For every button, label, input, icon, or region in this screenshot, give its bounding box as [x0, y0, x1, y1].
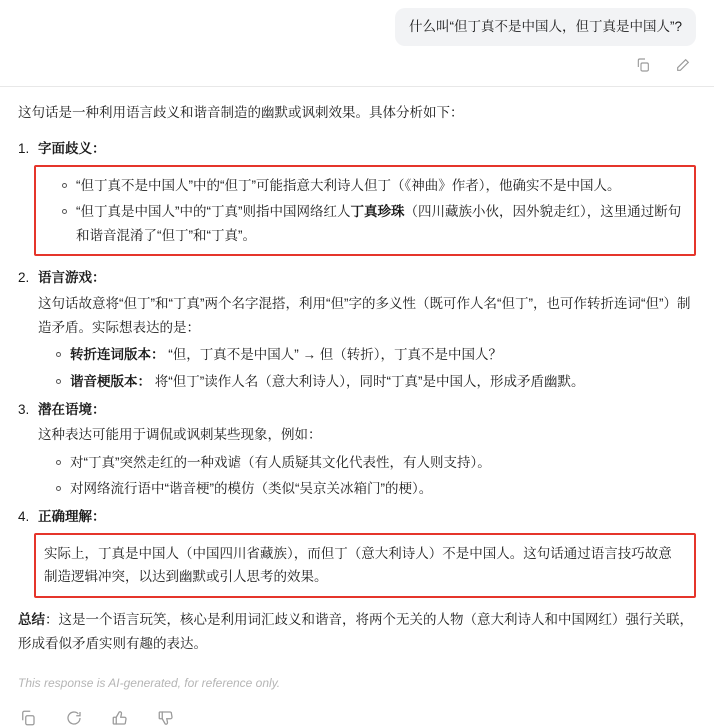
user-message-actions: [18, 46, 696, 74]
user-message-row: [18, 0, 696, 46]
bullet-text: “但，丁真不是中国人” → 但（转折），丁真不是中国人？: [164, 347, 502, 363]
section-title: 潜在语境：: [38, 401, 106, 417]
section-title: 字面歧义：: [38, 140, 106, 156]
bullet-bold: 转折连词版本：: [70, 347, 165, 363]
bullet-text-tail: （四川藏族小伙，因外貌走红），这里通过断句和谐音混淆了“但丁”和“丁真”。: [76, 204, 682, 243]
bullet-text: 对网络流行语中“谐音梗”的模仿（类似“吴京关冰箱门”的梗）。: [70, 481, 433, 497]
answer-section-list: [18, 137, 696, 598]
summary-text: ：这是一个语言玩笑，核心是利用词汇歧义和谐音，将两个无关的人物（意大利诗人和中国网红）强行关联，形成看似矛盾实则有趣的表达。: [18, 611, 693, 651]
bullet-bold: 丁真珍珠: [350, 204, 405, 220]
answer-intro: 这句话是一种利用语言歧义和谐音制造的幽默或讽刺效果。具体分析如下：: [18, 105, 464, 121]
answer-section: [18, 266, 696, 393]
copy-icon[interactable]: [18, 708, 38, 728]
section-title: 正确理解：: [38, 509, 106, 524]
list-item: [60, 174, 684, 198]
thumbs-down-icon[interactable]: [156, 708, 176, 728]
list-item: [60, 200, 684, 247]
section-body: 这种表达可能用于调侃或讽刺某些现象，例如：: [38, 427, 322, 443]
bullet-bold: 谐音梗版本：: [70, 373, 151, 389]
assistant-message-actions: [18, 708, 696, 728]
bullet-text: “但丁真是中国人”中的“丁真”则指中国网络红人: [76, 204, 351, 220]
section-bullets: [38, 451, 696, 501]
edit-icon[interactable]: [674, 56, 692, 74]
answer-summary: [18, 608, 696, 655]
section-title: 语言游戏：: [38, 270, 106, 286]
assistant-answer: [18, 87, 696, 728]
answer-section: [18, 398, 696, 502]
thumbs-up-icon[interactable]: [110, 708, 130, 728]
section-bullets: [38, 343, 696, 393]
bullet-text: “但丁真不是中国人”中的“但丁”可能指意大利诗人但丁（《神曲》作者），他确实不是中国人。: [76, 177, 621, 193]
section-bullets: [44, 174, 684, 248]
copy-icon[interactable]: [634, 56, 652, 74]
list-item: [54, 370, 696, 394]
bullet-text: 对“丁真”突然走红的一种戏谑（有人质疑其文化代表性，有人则支持）。: [70, 454, 491, 470]
list-item: [54, 477, 696, 501]
highlight-box-1: [34, 165, 696, 257]
list-item: [54, 451, 696, 475]
ai-generated-note: This response is AI-generated, for reference only.: [18, 676, 281, 691]
highlight-box-2: [34, 533, 696, 598]
answer-section: [18, 137, 696, 257]
summary-label: 总结: [18, 611, 45, 627]
bullet-text: 将“但丁”读作人名（意大利诗人），同时“丁真”是中国人，形成矛盾幽默。: [151, 373, 585, 389]
section-body: 这句话故意将“但丁”和“丁真”两个名字混搭，利用“但”字的多义性（既可作人名“但丁”，也可作转折连词“但”）制造矛盾。实际想表达的是：: [38, 296, 691, 335]
list-item: [54, 343, 696, 367]
user-message-bubble: 什么叫“但丁真不是中国人，但丁真是中国人”?: [395, 8, 696, 46]
refresh-icon[interactable]: [64, 708, 84, 728]
answer-section: [18, 505, 696, 598]
section-body: 实际上，丁真是中国人（中国四川省藏族），而但丁（意大利诗人）不是中国人。这句话通过语言技巧故意制造逻辑冲突，以达到幽默或引人思考的效果。: [44, 545, 672, 585]
